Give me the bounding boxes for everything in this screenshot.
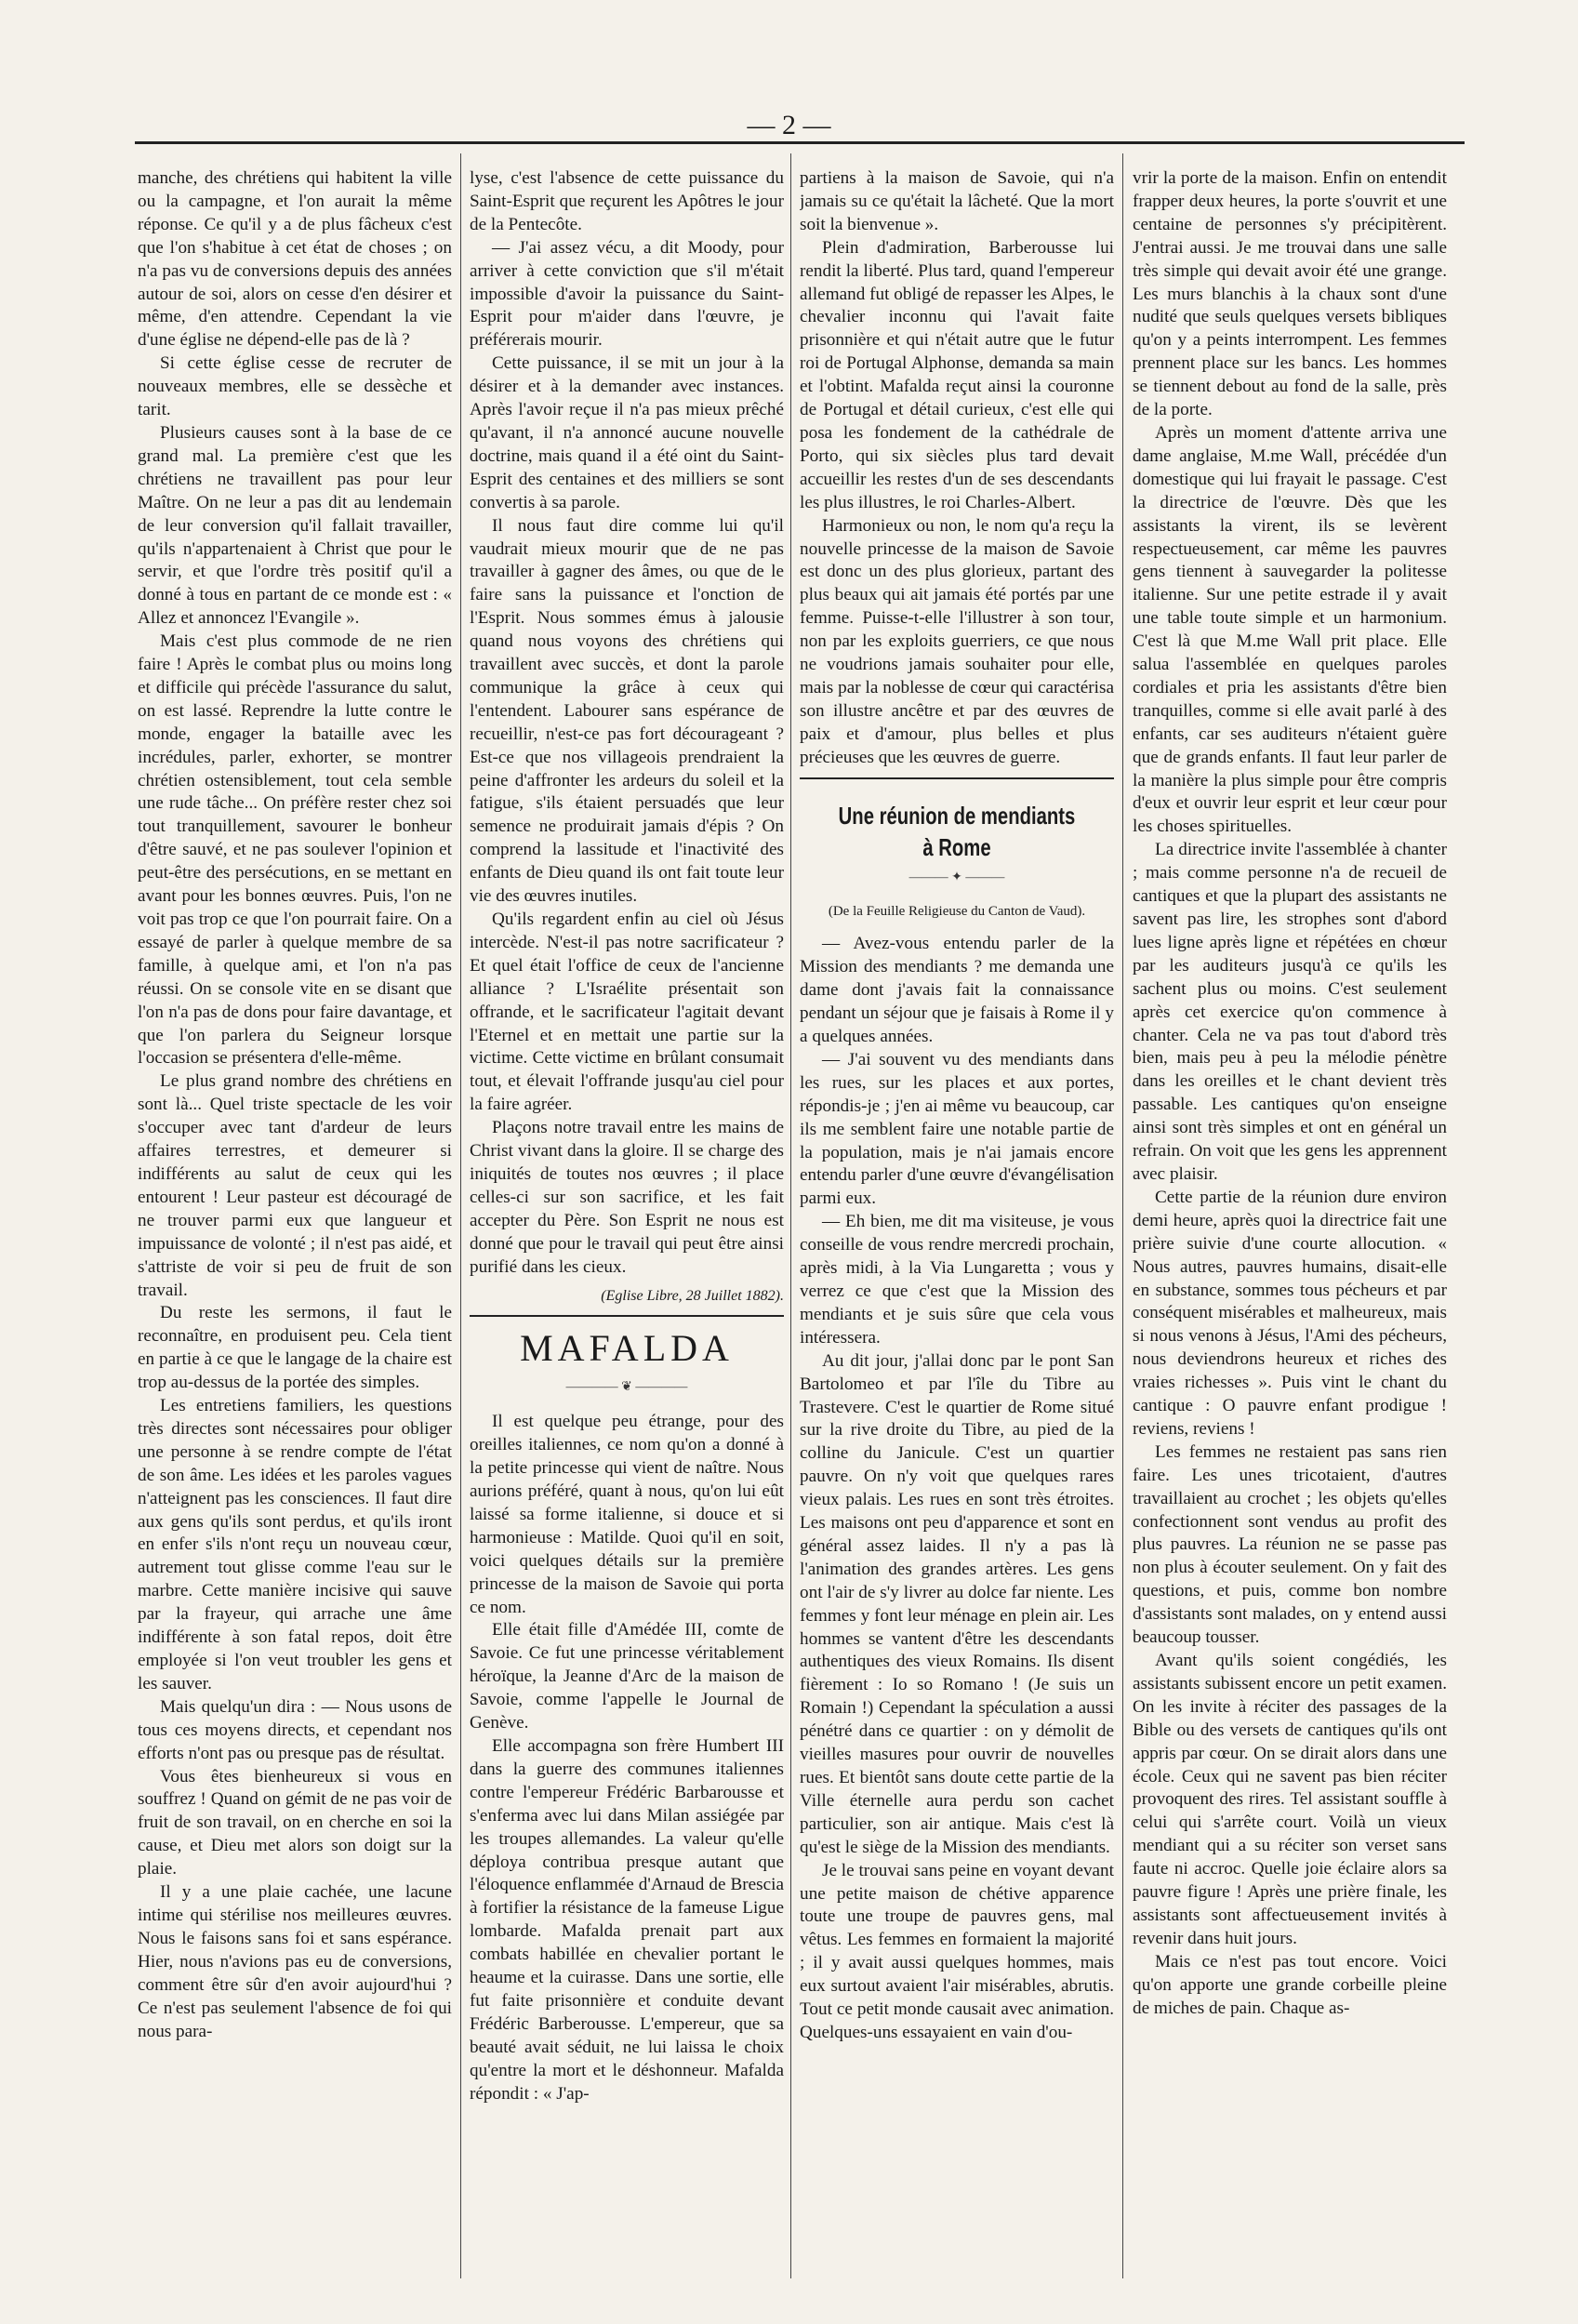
paragraph: Mais ce n'est pas tout encore. Voici qu'on apporte une grande corbeille pleine de miches de pain. Chaque as- — [1133, 1951, 1447, 2018]
paragraph: Du reste les sermons, il faut le reconnaître, en produisent peu. Cela tient en partie à ce que le langage de la chaire est trop au-dessus de la portée des simples. — [138, 1303, 452, 1393]
column-divider — [790, 153, 791, 2278]
section-rule — [800, 777, 1114, 779]
paragraph: Cette partie de la réunion dure environ demi heure, après quoi la directrice fait une prière suivie d'une courte allocution. « Nous autres, pauvres humains, disait-elle en substance, sommes tous pécheurs et par conséquent misérables et malheureux, mais si nous venons à Jésus, l'Ami des pécheurs, nous deviendrons heureux et riches des vraies richesses ». Puis vint le chant du cantique : O pauvre enfant prodigue ! reviens, reviens ! — [1133, 1187, 1447, 1439]
ornament-divider: ——— ✦ ——— — [908, 870, 1005, 884]
headline-mafalda: MAFALDA — [520, 1327, 734, 1370]
column-2 — [470, 167, 784, 2269]
paragraph: vrir la porte de la maison. Enfin on entendit frapper deux heures, la porte s'ouvrit et une centaine de personnes s'y précipitèrent. J'entrai aussi. Je me trouvai dans une salle très simple qui devait avoir été une grange. Les murs blanchis à la chaux sont d'une nudité que seuls quelques versets bibliques qu'on y a peints interrompent. Les femmes prennent place sur les bancs. Les hommes se tiennent debout au fond de la salle, près de la porte. — [1133, 168, 1447, 420]
paragraph: — Eh bien, me dit ma visiteuse, je vous conseille de vous rendre mercredi prochain, après midi, à la Via Lungaretta ; vous y verrez ce que c'est que la Mission des mendiants et je suis sûre que cela vous intéressera. — [800, 1212, 1114, 1348]
paragraph: Cette puissance, il se mit un jour à la désirer et à la demander avec instances. Après l'avoir reçue il n'a pas mieux prêché qu'avant, il n'a annoncé aucune nouvelle doctrine, mais quand il a été oint du Saint-Esprit des centaines et des milliers se sont convertis à sa parole. — [470, 353, 784, 512]
paragraph: Le plus grand nombre des chrétiens en sont là... Quel triste spectacle de les voir s'occuper avec tant d'ardeur de leurs affaires terrestres, et demeurer si indifférents au salut de ceux qui les entourent ! Leur pasteur est découragé de ne trouver parmi eux que langueur et impuissance de volonté ; il n'est pas aidé, et s'attriste de voir si peu de fruit de son travail. — [138, 1071, 452, 1300]
paragraph: Mais c'est plus commode de ne rien faire ! Après le combat plus ou moins long et difficile qui précède l'assurance du salut, on est lassé. Reprendre la lutte contre le monde, engager la bataille avec les incrédules, parler, exhorter, se montrer chrétien ostensiblement, tout cela semble une rude tâche... On préfère rester chez soi tout tranquillement, savourer le bonheur d'être sauvé, et ne pas soulever l'opinion et peut-être des persécutions, en se mettant en avant pour les bonnes œuvres. Puis, l'on ne voit pas trop ce que l'on pourrait faire. On a essayé de parler à quelque membre de sa famille, à quelque ami, et l'on n'a pas réussi. On se console vite en se disant que l'on n'a pas de dons pour faire davantage, et que l'on parlera du Seigneur lorsque l'occasion se présentera d'elle-même. — [138, 631, 452, 1069]
paragraph: Qu'ils regardent enfin au ciel où Jésus intercède. N'est-il pas notre sacrificateur ? Et quel était l'office de ceux de l'ancienne alliance ? L'Israélite présentait son offrande, et le sacrificateur l'agitait devant l'Eternel et en mettait une partie sur la victime. Cette victime en brûlant consumait tout, et élevait l'offrande jusqu'au ciel pour la faire agréer. — [470, 910, 784, 1115]
column-divider — [1122, 153, 1123, 2278]
paragraph: Plusieurs causes sont à la base de ce grand mal. La première c'est que les chrétiens ne travaillent pas pour leur Maître. On ne leur a pas dit au lendemain de leur conversion qu'il fallait travailler, qu'ils n'appartenaient à Christ que pour le servir, et que l'ordre très positif qu'il a donné à tous en partant de ce monde est : « Allez et annoncez l'Evangile ». — [138, 422, 452, 629]
paragraph: Il y a une plaie cachée, une lacune intime qui stérilise nos meilleures œuvres. Nous le faisons sans foi et sans espérance. Hier, nous n'avions pas eu de conversions, comment être sûr d'en avoir aujourd'hui ? Ce n'est pas seulement l'absence de foi qui nous para- — [138, 1882, 452, 2041]
header-rule — [135, 141, 1465, 144]
paragraph: Il nous faut dire comme lui qu'il vaudrait mieux mourir que de ne pas travailler à gagner des âmes, ou que de le faire sans la puissance et l'onction de l'Esprit. Nous sommes émus à jalousie quand nous voyons des chrétiens qui travaillent avec succès, et dont la parole communique la grâce à ceux qui l'entendent. Labourer sans espérance de recueillir, n'est-ce pas fort décourageant ? Est-ce que nos villageois prendraient la peine d'affronter les ardeurs du soleil et la fatigue, s'ils étaient persuadés que leur semence ne produirait jamais d'épis ? On comprend la lassitude et l'inactivité des enfants de Dieu quand ils ont fait toute leur vie des œuvres inutiles. — [470, 515, 784, 907]
paragraph: manche, des chrétiens qui habitent la ville ou la campagne, et l'on aurait la même réponse. Ce qu'il y a de plus fâcheux c'est que l'on s'habitue à cet état de choses ; on n'a pas vu de conversions depuis des années autour de soi, alors on cesse d'en désirer et même, d'en attendre. Cependant la vie d'une église ne dépend-elle pas de là ? — [138, 168, 452, 351]
column-3 — [800, 167, 1114, 2269]
column-divider — [460, 153, 461, 2278]
paragraph: Après un moment d'attente arriva une dame anglaise, M.me Wall, précédée d'un domestique qui lui frayait le passage. C'est la directrice de l'œuvre. Dès que les assistants la virent, ils se levèrent respectueusement, car même les pauvres gens tiennent à sauvegarder la politesse italienne. Sur une petite estrade il y avait une table toute simple et un harmonium. C'est là que M.me Wall prit place. Elle salua l'assemblée en quelques paroles cordiales et pria les assistants d'être bien tranquilles, comme si elle avait parlé à des enfants, car ses auditeurs n'étaient guère que de grands enfants. Il faut leur parler de la manière la plus simple pour être compris d'eux et ouvrir leur esprit et leur cœur pour les choses spirituelles. — [1133, 422, 1447, 837]
ornament-divider: ———— ❦ ———— — [565, 1380, 688, 1395]
article-source: (Eglise Libre, 28 Juillet 1882). — [601, 1287, 784, 1304]
paragraph: Au dit jour, j'allai donc par le pont San Bartolomeo et par l'île du Tibre au Trastevere. C'est le quartier de Rome situé sur la rive droite du Tibre, au pied de la colline du Janicule. C'est un quartier pauvre. On n'y voit que quelques rares vieux palais. Les rues en sont très étroites. Les maisons ont peu d'apparence et sont en général assez laides. Il n'y a pas là l'animation des grandes artères. Les gens ont l'air de s'y livrer au dolce far niente. Les femmes y font leur ménage en plein air. Les hommes se vantent d'être les descendants authentiques des vieux Romains. Ils disent fièrement : Io so Romano ! (Je suis un Romain !) Cependant la spéculation a aussi pénétré dans ce quartier : on y démolit de vieilles masures pour ouvrir de nouvelles rues. Et bientôt sans doute cette partie de la Ville éternelle aura perdu son cachet particulier, son air antique. Mais c'est là qu'est le siège de la Mission des mendiants. — [800, 1350, 1114, 1857]
paragraph: — J'ai souvent vu des mendiants dans les rues, sur les places et aux portes, répondis-je ; j'en ai même vu beaucoup, car ils me semblent faire une notable partie de la population, mais je n'ai jamais encore entendu parler d'une œuvre d'évangélisation parmi eux. — [800, 1049, 1114, 1209]
paragraph: partiens à la maison de Savoie, qui n'a jamais su ce qu'était la lâcheté. Que la mort soit la bienvenue ». — [800, 168, 1114, 234]
paragraph: Mais quelqu'un dira : — Nous usons de tous ces moyens directs, et cependant nos efforts n'ont pas ou presque pas de résultat. — [138, 1696, 452, 1763]
paragraph: Avant qu'ils soient congédiés, les assistants subissent encore un petit examen. On les invite à réciter des passages de la Bible ou des versets de cantiques qu'ils ont appris par cœur. On se dirait alors dans une école. Ceux qui ne savent pas bien réciter provoquent des rires. Tel assistant souffle à celui qui s'arrête court. Voilà un vieux mendiant qui a su réciter son verset sans faute ni accroc. Quelle joie éclaire alors sa pauvre figure ! Après une prière finale, les assistants sont affectueusement invités à revenir dans huit jours. — [1133, 1651, 1447, 1948]
column-1 — [138, 167, 452, 2269]
article-mafalda — [470, 1411, 784, 2105]
column-4 — [1133, 167, 1447, 2269]
article-continuation — [800, 167, 1114, 770]
paragraph: La directrice invite l'assemblée à chanter ; mais comme personne n'a de recueil de cantiques et que la plupart des assistants ne savent pas lire, les strophes sont d'abord lues ligne après ligne et répétées en chœur par les auditeurs jusqu'à ce qu'ils les sachent plus ou moins. C'est seulement après cet exercice qu'on commence à chanter. Cela ne va pas tout d'abord très bien, mais peu à peu la mélodie pénètre dans les oreilles et le chant devient très passable. Les cantiques qu'on enseigne ainsi sont très simples et ont en général un refrain. On voit que les gens les apprennent avec plaisir. — [1133, 840, 1447, 1184]
article-continuation — [470, 167, 784, 1280]
paragraph: Plein d'admiration, Barberousse lui rendit la liberté. Plus tard, quand l'empereur allemand fut obligé de repasser les Alpes, le chevalier inconnu qui l'avait faite prisonnière et qui n'était autre que le futur roi de Portugal Alphonse, demanda sa main et l'obtint. Mafalda reçut ainsi la couronne de Portugal et détail curieux, c'est elle qui posa les fondement de la cathédrale de Porto, qui six siècles plus tard devait accueillir les restes d'un de ses descendants les plus illustres, le roi Charles-Albert. — [800, 237, 1114, 512]
paragraph: Si cette église cesse de recruter de nouveaux membres, elle se dessèche et tarit. — [138, 353, 452, 420]
paragraph: lyse, c'est l'absence de cette puissance du Saint-Esprit que reçurent les Apôtres le jour de la Pentecôte. — [470, 168, 784, 234]
paragraph: Les femmes ne restaient pas sans rien faire. Les unes tricotaient, d'autres travaillaient au crochet ; les objets qu'elles confectionnent sont vendus au profit des plus pauvres. La réunion ne se passe pas non plus à écouter seulement. On y fait des questions, et puis, comme bon nombre d'assistants sont malades, on y entend aussi beaucoup tousser. — [1133, 1441, 1447, 1648]
paragraph: — Avez-vous entendu parler de la Mission des mendiants ? me demanda une dame dont j'avais fait la connaissance pendant un séjour que je faisais à Rome il y a quelques années. — [800, 934, 1114, 1046]
headline-mendiants: Une réunion de mendiants à Rome — [838, 801, 1076, 861]
paragraph: Les entretiens familiers, les questions très directes sont nécessaires pour obliger une personne à se rendre compte de l'état de son âme. Les idées et les paroles vagues n'atteignent pas les consciences. Il faut dire aux gens qu'ils sont perdus, et qu'ils iront en enfer s'ils n'ont reçu un nouveau cœur, autrement tout glisse comme l'eau sur le marbre. Cette manière incisive qui sauve par la frayeur, qui arrache une âme indifférente à son fatal repos, doit être employée si l'on veut troubler les gens et les sauver. — [138, 1396, 452, 1693]
article-mendiants — [800, 933, 1114, 2045]
paragraph: Elle était fille d'Amédée III, comte de Savoie. Ce fut une princesse véritablement héroïque, la Jeanne d'Arc de la maison de Savoie, comme l'appelle le Journal de Genève. — [470, 1620, 784, 1733]
paragraph: Plaçons notre travail entre les mains de Christ vivant dans la gloire. Il se charge des iniquités de toutes nos œuvres ; il place celles-ci sur son sacrifice, et les fait accepter du Père. Son Esprit ne nous est donné que pour le travail qui peut être ainsi purifié dans les cieux. — [470, 1118, 784, 1277]
paragraph: Elle accompagna son frère Humbert III dans la guerre des communes italiennes contre l'empereur Frédéric Barbarousse et s'enferma avec lui dans Milan assiégée par les troupes allemandes. La valeur qu'elle déploya contribua presque autant que l'éloquence enflammée d'Arnaud de Brescia à fortifier la résistance de la fameuse Ligue lombarde. Mafalda prenait part aux combats habillée en chevalier portant le heaume et la cuirasse. Dans une sortie, elle fut faite prisonnière et conduite devant Frédéric Barberousse. L'empereur, que sa beauté avait séduit, ne lui laissa le choix qu'entre la mort et le déshonneur. Mafalda répondit : « J'ap- — [470, 1736, 784, 2104]
paragraph: Harmonieux ou non, le nom qu'a reçu la nouvelle princesse de la maison de Savoie est donc un des plus glorieux, partant des plus beaux qui ait jamais été portés par une femme. Puisse-t-elle l'illustrer à son tour, non par les exploits guerriers, ce que nous ne voudrions jamais souhaiter pour elle, mais par la noblesse de cœur qui caractérisa son illustre ancêtre et par des œuvres de paix et d'amour, plus belles et plus précieuses que les œuvres de guerre. — [800, 515, 1114, 767]
page-number: — 2 — — [747, 110, 831, 140]
article-subsource: (De la Feuille Religieuse du Canton de Vaud). — [828, 904, 1086, 920]
section-rule — [470, 1315, 784, 1317]
paragraph: — J'ai assez vécu, a dit Moody, pour arriver à cette conviction que s'il m'était impossible d'avoir la puissance du Saint-Esprit pour m'aider dans l'œuvre, je préférerais mourir. — [470, 237, 784, 351]
paragraph: Vous êtes bienheureux si vous en souffrez ! Quand on gémit de ne pas voir de fruit de son travail, on en cherche en soi la cause, et Dieu met alors son doigt sur la plaie. — [138, 1766, 452, 1879]
paragraph: Il est quelque peu étrange, pour des oreilles italiennes, ce nom qu'on a donné à la petite princesse qui vient de naître. Nous aurions préféré, quant à nous, qu'on lui eût laissé sa forme italienne, si douce et si harmonieuse : Matilde. Quoi qu'il en soit, voici quelques détails sur la première princesse de la maison de Savoie qui porta ce nom. — [470, 1412, 784, 1617]
paragraph: Je le trouvai sans peine en voyant devant une petite maison de chétive apparence toute une troupe de pauvres gens, mal vêtus. Les femmes en formaient la majorité ; il y avait aussi quelques hommes, mais eux surtout avaient l'air misérables, abrutis. Tout ce petit monde causait avec animation. Quelques-uns essayaient en vain d'ou- — [800, 1860, 1114, 2042]
